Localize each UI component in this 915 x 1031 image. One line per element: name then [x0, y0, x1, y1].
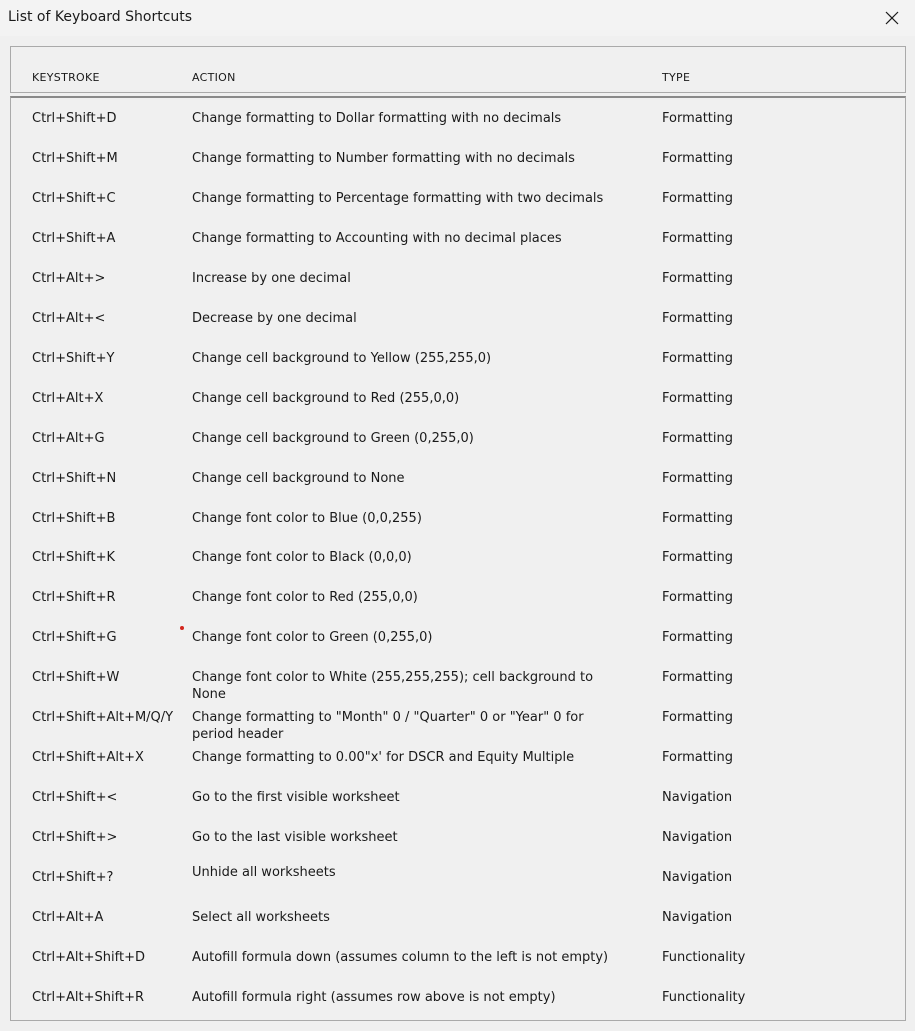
- keystroke-cell: Ctrl+Shift+A: [32, 231, 116, 246]
- shortcut-row[interactable]: [11, 749, 905, 789]
- action-cell: Change cell background to Red (255,0,0): [192, 391, 460, 406]
- type-cell: Navigation: [662, 870, 733, 885]
- keystroke-cell: Ctrl+Shift+D: [32, 111, 117, 126]
- shortcut-row[interactable]: [11, 110, 905, 150]
- shortcut-row[interactable]: [11, 150, 905, 190]
- action-cell: Change formatting to "Month" 0 / "Quarter" 0 or "Year" 0 for period header: [192, 710, 584, 742]
- action-cell: Change formatting to Dollar formatting with no decimals: [192, 111, 562, 126]
- action-cell: Change cell background to Yellow (255,255,0): [192, 351, 492, 366]
- shortcut-row[interactable]: [11, 190, 905, 230]
- action-cell: Unhide all worksheets: [192, 865, 336, 880]
- column-header: [10, 46, 906, 93]
- type-cell: Formatting: [662, 391, 734, 406]
- keystroke-cell: Ctrl+Shift+Alt+M/Q/Y: [32, 710, 174, 725]
- shortcut-row[interactable]: [11, 949, 905, 989]
- shortcut-row[interactable]: [11, 350, 905, 390]
- type-cell: Formatting: [662, 471, 734, 486]
- action-cell: Change cell background to Green (0,255,0): [192, 431, 474, 446]
- type-cell: Formatting: [662, 550, 734, 565]
- column-header-keystroke[interactable]: KEYSTROKE: [32, 71, 100, 84]
- action-cell: Go to the last visible worksheet: [192, 830, 398, 845]
- action-cell: Change font color to Red (255,0,0): [192, 590, 418, 605]
- close-button[interactable]: [869, 0, 915, 36]
- type-cell: Formatting: [662, 590, 734, 605]
- shortcut-row[interactable]: [11, 430, 905, 470]
- action-cell: Change cell background to None: [192, 471, 405, 486]
- shortcut-row[interactable]: [11, 230, 905, 270]
- action-cell: Change font color to Blue (0,0,255): [192, 511, 422, 526]
- type-cell: Formatting: [662, 710, 734, 725]
- type-cell: Formatting: [662, 271, 734, 286]
- action-cell: Change formatting to Number formatting with no decimals: [192, 151, 575, 166]
- keystroke-cell: Ctrl+Shift+R: [32, 590, 116, 605]
- type-cell: Formatting: [662, 191, 734, 206]
- keystroke-cell: Ctrl+Shift+?: [32, 870, 114, 885]
- type-cell: Navigation: [662, 830, 733, 845]
- action-cell: Increase by one decimal: [192, 271, 351, 286]
- action-cell: Select all worksheets: [192, 910, 330, 925]
- close-icon: [885, 11, 899, 25]
- column-header-type[interactable]: TYPE: [662, 71, 691, 84]
- type-cell: Functionality: [662, 990, 746, 1005]
- shortcut-row[interactable]: [11, 270, 905, 310]
- action-cell: Change font color to Black (0,0,0): [192, 550, 412, 565]
- type-cell: Functionality: [662, 950, 746, 965]
- shortcut-row[interactable]: [11, 909, 905, 949]
- keystroke-cell: Ctrl+Shift+M: [32, 151, 118, 166]
- action-cell: Change font color to Green (0,255,0): [192, 630, 433, 645]
- keystroke-cell: Ctrl+Alt+<: [32, 311, 106, 326]
- keystroke-cell: Ctrl+Alt+A: [32, 910, 104, 925]
- keystroke-cell: Ctrl+Shift+G: [32, 630, 117, 645]
- keystroke-cell: Ctrl+Alt+Shift+R: [32, 990, 144, 1005]
- shortcut-row[interactable]: [11, 865, 905, 909]
- action-cell: Change formatting to Percentage formatting with two decimals: [192, 191, 604, 206]
- keystroke-cell: Ctrl+Shift+W: [32, 670, 120, 685]
- type-cell: Formatting: [662, 670, 734, 685]
- type-cell: Formatting: [662, 630, 734, 645]
- shortcut-list[interactable]: [10, 96, 906, 1021]
- type-cell: Navigation: [662, 790, 733, 805]
- shortcut-row[interactable]: [11, 669, 905, 709]
- type-cell: Formatting: [662, 351, 734, 366]
- shortcut-row[interactable]: [11, 549, 905, 589]
- keystroke-cell: Ctrl+Alt+G: [32, 431, 105, 446]
- type-cell: Formatting: [662, 750, 734, 765]
- keystroke-cell: Ctrl+Shift+>: [32, 830, 118, 845]
- keystroke-cell: Ctrl+Shift+Y: [32, 351, 115, 366]
- type-cell: Formatting: [662, 151, 734, 166]
- shortcut-row[interactable]: [11, 589, 905, 629]
- type-cell: Formatting: [662, 431, 734, 446]
- keystroke-cell: Ctrl+Shift+N: [32, 471, 117, 486]
- keystroke-cell: Ctrl+Shift+Alt+X: [32, 750, 144, 765]
- shortcut-row[interactable]: [11, 629, 905, 669]
- type-cell: Navigation: [662, 910, 733, 925]
- shortcut-row[interactable]: [11, 310, 905, 350]
- shortcut-row[interactable]: [11, 829, 905, 869]
- keystroke-cell: Ctrl+Shift+B: [32, 511, 116, 526]
- title-bar: [0, 0, 915, 36]
- shortcut-row[interactable]: [11, 470, 905, 510]
- shortcut-row[interactable]: [11, 989, 905, 1029]
- type-cell: Formatting: [662, 511, 734, 526]
- shortcut-row[interactable]: [11, 390, 905, 430]
- shortcut-row[interactable]: [11, 510, 905, 550]
- action-cell: Autofill formula down (assumes column to the left is not empty): [192, 950, 609, 965]
- type-cell: Formatting: [662, 231, 734, 246]
- keystroke-cell: Ctrl+Alt+>: [32, 271, 106, 286]
- type-cell: Formatting: [662, 111, 734, 126]
- type-cell: Formatting: [662, 311, 734, 326]
- window-title: List of Keyboard Shortcuts: [8, 9, 193, 25]
- action-cell: Autofill formula right (assumes row above is not empty): [192, 990, 556, 1005]
- shortcut-row[interactable]: [11, 789, 905, 829]
- action-cell: Change font color to White (255,255,255); cell background to None: [192, 670, 594, 702]
- keystroke-cell: Ctrl+Shift+<: [32, 790, 118, 805]
- keystroke-cell: Ctrl+Shift+K: [32, 550, 115, 565]
- action-cell: Decrease by one decimal: [192, 311, 357, 326]
- column-header-action[interactable]: ACTION: [192, 71, 236, 84]
- shortcut-row[interactable]: [11, 709, 905, 749]
- keystroke-cell: Ctrl+Alt+X: [32, 391, 104, 406]
- keystroke-cell: Ctrl+Alt+Shift+D: [32, 950, 145, 965]
- action-cell: Change formatting to Accounting with no decimal places: [192, 231, 562, 246]
- action-cell: Go to the first visible worksheet: [192, 790, 400, 805]
- keystroke-cell: Ctrl+Shift+C: [32, 191, 116, 206]
- action-cell: Change formatting to 0.00"x' for DSCR and Equity Multiple: [192, 750, 575, 765]
